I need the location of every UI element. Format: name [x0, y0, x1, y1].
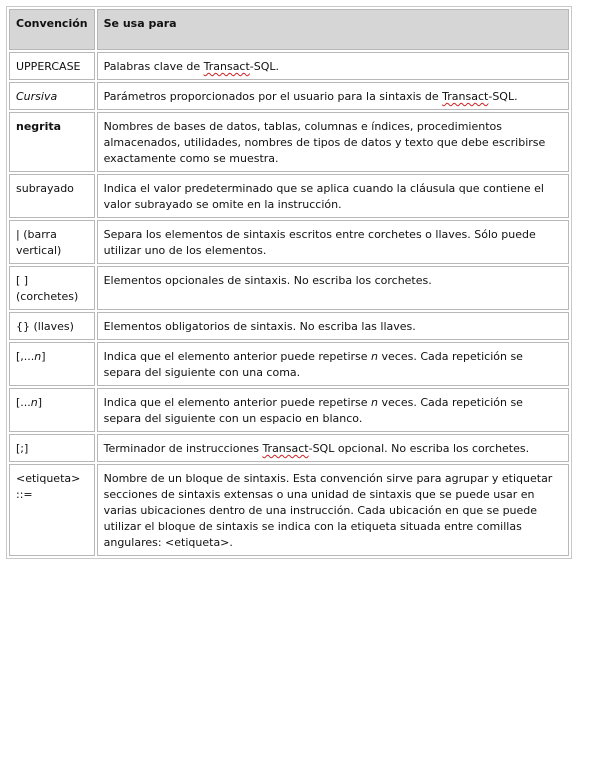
usage-cell	[97, 312, 569, 340]
cell-text: negrita	[16, 120, 62, 133]
cell-text: Nombre de un bloque de sintaxis. Esta convención sirve para agrupar y etiquetar secciones de sintaxis extensas o una unidad de sintaxis que se puede usar en varias ubicaciones dentro de una instrucción. Cada ubicación en que se puede utilizar el bloque de sintaxis se indica con la etiqueta situada entre comillas angulares: <etiqueta>.	[103, 472, 553, 549]
usage-cell	[97, 82, 569, 110]
table-row	[9, 112, 569, 172]
cell-text: Elementos opcionales de sintaxis. No escriba los corchetes.	[103, 274, 432, 287]
italic-term: n	[371, 350, 379, 363]
table-row	[9, 82, 569, 110]
convention-cell	[9, 388, 95, 432]
table-row	[9, 342, 569, 386]
cell-text: <etiqueta> ::=	[16, 472, 81, 501]
table-row	[9, 266, 569, 310]
convention-cell	[9, 174, 95, 218]
convention-cell	[9, 112, 95, 172]
cell-text: Cursiva	[16, 90, 58, 103]
convention-cell	[9, 434, 95, 462]
cell-text: [;]	[16, 442, 29, 455]
cell-text: Indica el valor predeterminado que se aplica cuando la cláusula que contiene el valor subrayado se omite en la instrucción.	[103, 182, 544, 211]
convention-cell	[9, 342, 95, 386]
convention-cell	[9, 220, 95, 264]
cell-text: [...	[16, 396, 31, 409]
cell-text: -SQL.	[249, 60, 280, 73]
usage-cell	[97, 342, 569, 386]
cell-text: Indica que el elemento anterior puede repetirse	[103, 350, 372, 363]
spellcheck-word: Transact	[203, 60, 250, 73]
cell-text: UPPERCASE	[16, 60, 81, 73]
cell-text: Elementos obligatorios de sintaxis. No escriba las llaves.	[103, 320, 416, 333]
usage-cell	[97, 266, 569, 310]
convention-cell	[9, 312, 95, 340]
conventions-table	[6, 6, 572, 559]
usage-cell	[97, 388, 569, 432]
cell-text: Parámetros proporcionados por el usuario para la sintaxis de	[103, 90, 443, 103]
conventions-document	[6, 6, 572, 559]
italic-term: n	[30, 396, 38, 409]
header-usage: Se usa para	[97, 9, 569, 50]
cell-text: veces. Cada repetición se separa del siguiente con una coma.	[103, 350, 523, 379]
usage-cell	[97, 174, 569, 218]
cell-text: Palabras clave de	[103, 60, 204, 73]
cell-text: veces. Cada repetición se separa del siguiente con un espacio en blanco.	[103, 396, 523, 425]
table-row	[9, 220, 569, 264]
cell-text: ]	[37, 396, 43, 409]
convention-cell	[9, 266, 95, 310]
table-row	[9, 388, 569, 432]
cell-text: Separa los elementos de sintaxis escritos entre corchetes o llaves. Sólo puede utilizar uno de los elementos.	[103, 228, 536, 257]
table-header-row	[9, 9, 569, 50]
cell-text: Nombres de bases de datos, tablas, columnas e índices, procedimientos almacenados, utilidades, nombres de tipos de datos y texto que debe escribirse exactamente como se muestra.	[103, 120, 546, 165]
convention-cell	[9, 82, 95, 110]
cell-text: [ ] (corchetes)	[16, 274, 79, 303]
cell-text: -SQL.	[488, 90, 518, 103]
usage-cell	[97, 434, 569, 462]
cell-text: subrayado	[16, 182, 74, 195]
table-row	[9, 312, 569, 340]
italic-term: n	[34, 350, 42, 363]
header-convention: Convención	[9, 9, 95, 50]
table-row	[9, 174, 569, 218]
convention-cell	[9, 52, 95, 80]
italic-term: n	[371, 396, 379, 409]
spellcheck-word: Transact	[262, 442, 309, 455]
convention-cell	[9, 464, 95, 556]
usage-cell	[97, 52, 569, 80]
usage-cell	[97, 464, 569, 556]
table-row	[9, 434, 569, 462]
cell-text: Indica que el elemento anterior puede repetirse	[103, 396, 372, 409]
table-row	[9, 52, 569, 80]
cell-text: -SQL opcional. No escriba los corchetes.	[308, 442, 530, 455]
cell-text: Terminador de instrucciones	[103, 442, 263, 455]
cell-text: | (barra vertical)	[16, 228, 62, 257]
usage-cell	[97, 220, 569, 264]
cell-text: {} (llaves)	[16, 320, 74, 333]
table-row	[9, 464, 569, 556]
cell-text: [,...	[16, 350, 35, 363]
cell-text: ]	[41, 350, 46, 363]
usage-cell	[97, 112, 569, 172]
spellcheck-word: Transact	[442, 90, 489, 103]
table-body	[9, 52, 569, 556]
